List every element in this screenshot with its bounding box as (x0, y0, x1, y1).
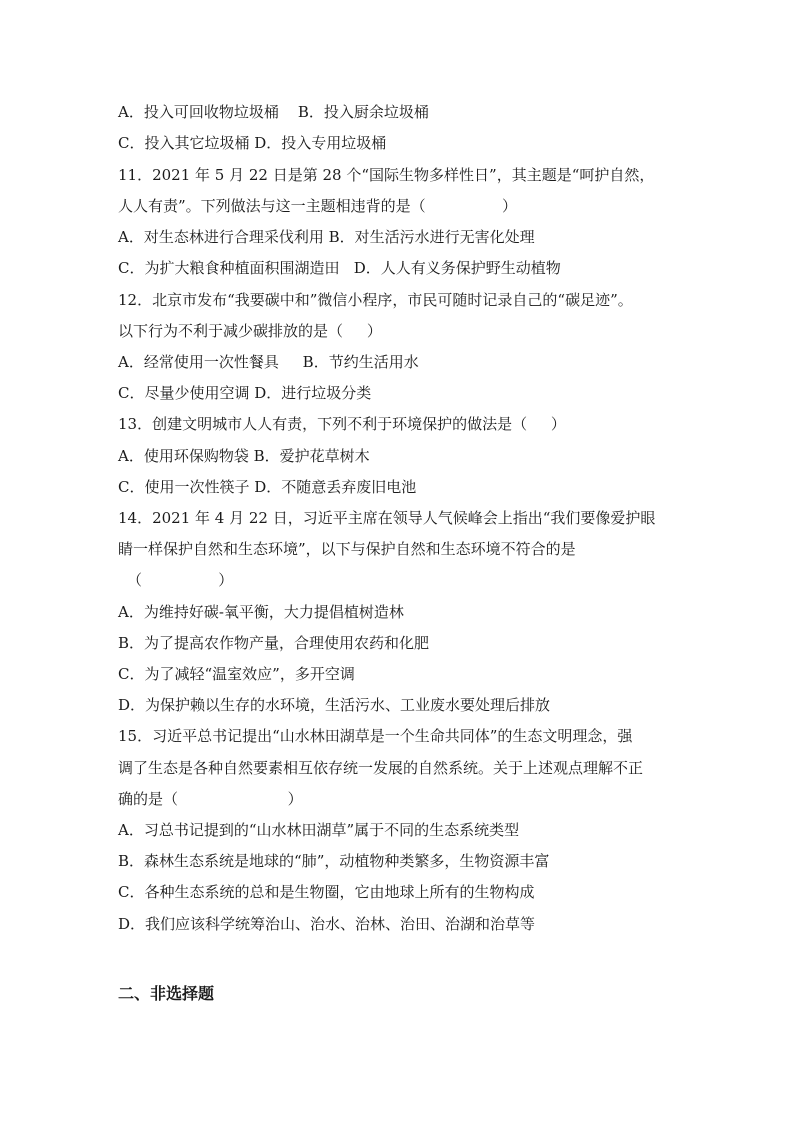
option-line: A．投入可回收物垃圾桶 B．投入厨余垃圾桶 (118, 103, 429, 121)
option-line: D．为保护赖以生存的水环境，生活污水、工业废水要处理后排放 (118, 696, 551, 714)
option-line: B．森林生态系统是地球的“肺”，动植物种类繁多，生物资源丰富 (118, 852, 550, 870)
question-14-text: 14．2021 年 4 月 22 日，习近平主席在领导人气候峰会上指出“我们要像爱护眼 (118, 509, 656, 527)
option-line: C．使用一次性筷子 D．不随意丢弃废旧电池 (118, 478, 417, 496)
option-line: A．经常使用一次性餐具 B．节约生活用水 (118, 353, 419, 371)
option-line: C．各种生态系统的总和是生物圈，它由地球上所有的生物构成 (118, 883, 535, 901)
option-line: A．习总书记提到的“山水林田湖草”属于不同的生态系统类型 (118, 821, 520, 839)
question-12-text-cont: 以下行为不利于减少碳排放的是（ ） (118, 322, 382, 340)
section-heading: 二、非选择题 (118, 984, 215, 1003)
question-11-text-cont: 人人有责”。下列做法与这一主题相违背的是（ ） (118, 197, 517, 215)
question-14-text-cont: 睛一样保护自然和生态环境”，以下与保护自然和生态环境不符合的是 (118, 540, 576, 558)
option-line: A．为维持好碳-氧平衡，大力提倡植树造林 (118, 603, 404, 621)
option-line: C．为扩大粮食种植面积围湖造田 D．人人有义务保护野生动植物 (118, 259, 561, 277)
question-15-text: 15．习近平总书记提出“山水林田湖草是一个生命共同体”的生态文明理念，强 (118, 727, 633, 745)
question-12-text: 12．北京市发布“我要碳中和”微信小程序，市民可随时记录自己的“碳足迹”。 (118, 291, 633, 309)
question-11-text: 11．2021 年 5 月 22 日是第 28 个“国际生物多样性日”，其主题是“呵护自然， (118, 166, 655, 184)
question-15-text-cont: 确的是（ ） (118, 790, 303, 808)
option-line: B．为了提高农作物产量，合理使用农药和化肥 (118, 634, 430, 652)
option-line: A．使用环保购物袋 B．爱护花草树木 (118, 447, 370, 465)
option-line: D．我们应该科学统筹治山、治水、治林、治田、治湖和治草等 (118, 915, 536, 933)
option-line: C．投入其它垃圾桶 D．投入专用垃圾桶 (118, 134, 387, 152)
option-line: C．尽量少使用空调 D．进行垃圾分类 (118, 384, 372, 402)
option-line: C．为了减轻“温室效应”，多开空调 (118, 665, 355, 683)
question-13-text: 13．创建文明城市人人有责，下列不利于环境保护的做法是（ ） (118, 415, 566, 433)
question-15-text-cont: 调了生态是各种自然要素相互依存统一发展的自然系统。关于上述观点理解不正 (118, 759, 644, 777)
option-line: A．对生态林进行合理采伐利用 B．对生活污水进行无害化处理 (118, 228, 535, 246)
answer-bracket: （ ） (127, 571, 234, 589)
